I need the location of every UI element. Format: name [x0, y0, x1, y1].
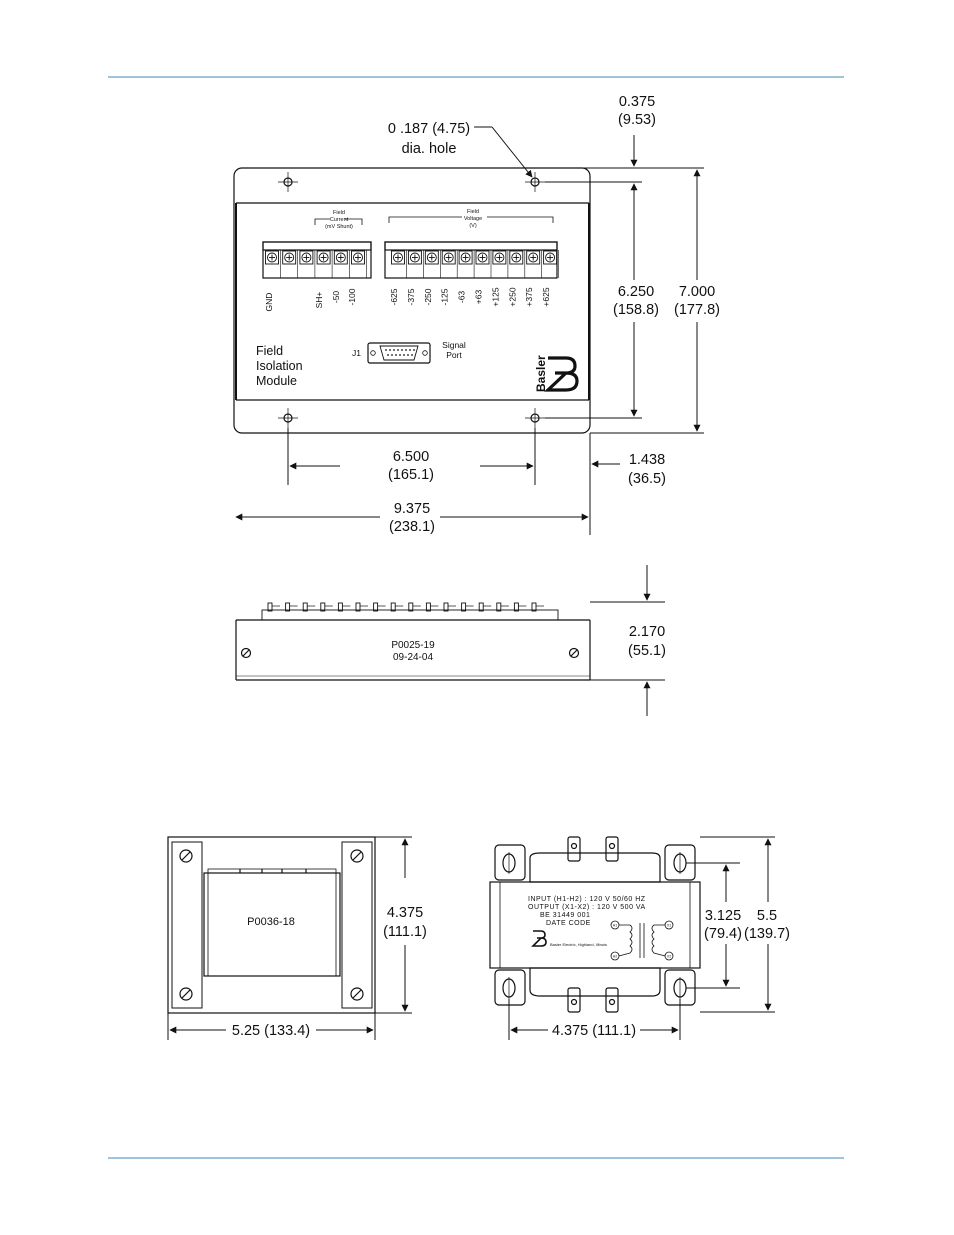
terminal-h1: H1 — [612, 923, 618, 928]
nameplate-line-1: INPUT (H1-H2) : 120 V 50/60 HZ — [528, 896, 646, 903]
terminal-x2: X2 — [666, 954, 672, 959]
terminal-label: +125 — [490, 287, 501, 307]
dim-3125: 3.125 — [704, 908, 742, 924]
field-current-label-2: Current — [329, 217, 349, 223]
side-part-number: P0025-19 — [391, 640, 435, 651]
terminal-screw-icon — [476, 250, 491, 278]
field-voltage-label: Field — [467, 209, 479, 215]
dim-6250: 6.250 — [617, 284, 655, 300]
side-view — [236, 565, 665, 716]
transformer-side-view — [168, 837, 412, 1040]
terminal-label: -63 — [456, 290, 467, 304]
brand-name: Basler — [534, 355, 548, 392]
dim-6500: 6.500 — [392, 449, 430, 465]
basler-logo-icon — [548, 358, 577, 390]
module-name-1: Field — [256, 344, 284, 358]
nameplate-line-2: OUTPUT (X1-X2) : 120 V 500 VA — [528, 904, 646, 911]
dim-4375: 4.375 (111.1) — [551, 1023, 637, 1039]
terminal-screw-icon — [425, 250, 440, 278]
terminal-label: SH+ — [314, 291, 324, 309]
terminal-label: -250 — [422, 288, 433, 306]
transformer-side-labels — [232, 905, 427, 1039]
dim-375: 0.375 — [618, 94, 656, 110]
transformer-part-number: P0036-18 — [247, 916, 295, 928]
terminal-block-left — [263, 242, 371, 278]
terminal-screw-icon — [352, 250, 367, 278]
dim-3125-mm: (79.4) — [704, 926, 742, 942]
terminal-screw-icon — [300, 250, 315, 278]
terminal-label: +250 — [507, 287, 518, 307]
dim-7000: 7.000 — [678, 284, 716, 300]
dim-9375: 9.375 — [393, 501, 431, 517]
terminal-label: -375 — [405, 288, 416, 306]
terminal-label: -625 — [389, 288, 399, 306]
terminal-screw-icon — [527, 250, 542, 278]
dim-transformer-height-mm: (111.1) — [383, 924, 427, 940]
dim-55-mm: (139.7) — [744, 926, 790, 942]
db-connector-icon — [368, 343, 430, 363]
dim-transformer-height: 4.375 — [386, 905, 424, 921]
module-name-3: Module — [256, 374, 297, 388]
basler-logo-icon — [533, 931, 546, 946]
maker-label: Basler Electric, Highland, Illinois — [550, 942, 607, 947]
side-date: 09-24-04 — [392, 652, 434, 663]
terminal-screw-icon — [442, 250, 457, 278]
terminal-label: +63 — [473, 289, 484, 305]
transformer-symbol-icon — [611, 921, 673, 960]
terminal-screw-icon — [408, 250, 423, 278]
terminal-screw-icon — [544, 250, 559, 278]
dim-6500-mm: (165.1) — [388, 467, 434, 483]
side-view-labels — [391, 624, 666, 663]
terminal-x1: X1 — [666, 923, 672, 928]
dim-1438-mm: (36.5) — [628, 471, 666, 487]
terminal-screw-icon — [283, 250, 298, 278]
module-name-2: Isolation — [256, 359, 303, 373]
terminal-screw-icon — [510, 250, 525, 278]
terminal-screw-icon — [317, 250, 332, 278]
field-voltage-label-2: Voltage — [463, 216, 483, 222]
terminal-label: +625 — [541, 287, 552, 307]
j1-label: J1 — [352, 348, 361, 358]
dim-2170-mm: (55.1) — [628, 643, 666, 659]
dim-55: 5.5 — [756, 908, 778, 924]
top-view-labels — [256, 94, 720, 535]
field-voltage-label-3: (V) — [469, 223, 477, 229]
signal-port-label-2: Port — [446, 350, 462, 360]
dim-375-mm: (9.53) — [618, 112, 656, 128]
dim-7000-mm: (177.8) — [674, 302, 720, 318]
terminal-screw-icon — [266, 250, 281, 278]
terminal-screw-icon — [459, 250, 474, 278]
field-current-label: Field — [333, 210, 345, 216]
signal-port-label: Signal — [442, 340, 466, 350]
terminal-screw-icon — [392, 250, 407, 278]
dim-1438: 1.438 — [628, 452, 666, 468]
dim-6250-mm: (158.8) — [613, 302, 659, 318]
terminal-block-right — [385, 242, 559, 278]
field-current-label-3: (mV Shunt) — [325, 224, 353, 230]
hole-type-label: dia. hole — [401, 141, 457, 157]
dim-9375-mm: (238.1) — [389, 519, 435, 535]
terminal-h2: H2 — [612, 954, 618, 959]
terminal-screw-icon — [334, 250, 349, 278]
terminal-label: -50 — [331, 290, 341, 304]
dim-2170: 2.170 — [628, 624, 666, 640]
nameplate-line-3: BE 31449 001 — [540, 912, 591, 919]
terminal-label: -125 — [439, 288, 450, 306]
dim-transformer-width: 5.25 (133.4) — [231, 1023, 311, 1039]
terminal-screw-icon — [493, 250, 508, 278]
nameplate-line-4: DATE CODE — [546, 920, 591, 927]
terminal-label: +375 — [524, 287, 535, 307]
terminal-label: GND — [264, 292, 274, 312]
hole-size-label: 0 .187 (4.75) — [387, 121, 471, 137]
terminal-label: -100 — [347, 288, 357, 306]
